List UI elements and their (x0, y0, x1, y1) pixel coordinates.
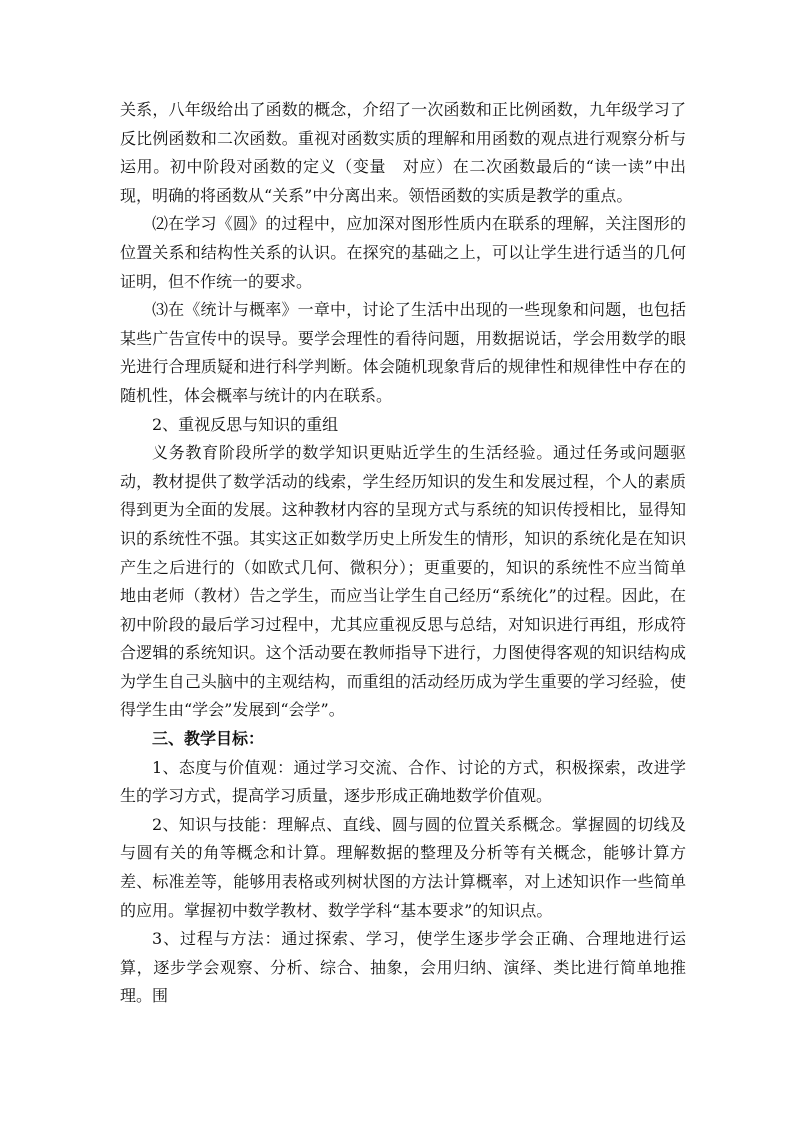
paragraph-functions-continued: 关系，八年级给出了函数的概念，介绍了一次函数和正比例函数，九年级学习了反比例函数和二次函数。重视对函数实质的理解和用函数的观点进行观察分析与运用。初中阶段对函数的定义（变量 对应）在二次函数最后的“读一读”中出现，明确的将函数从“关系”中分离出来。领悟函数的实质是教学的重点。 (120, 100, 686, 205)
paragraph-statistics-probability: ⑶在《统计与概率》一章中，讨论了生活中出现的一些现象和问题，也包括某些广告宣传中的误导。要学会理性的看待问题，用数据说话，学会用数学的眼光进行合理质疑和进行科学判断。体会随机现象背后的规律性和规律性中存在的随机性，体会概率与统计的内在联系。 (120, 300, 686, 405)
section-heading-teaching-goals: 三、教学目标： (152, 729, 265, 749)
paragraph-goal-process: 3、过程与方法：通过探索、学习，使学生逐步学会正确、合理地进行运算，逐步学会观察、分析、综合、抽象，会用归纳、演绎、类比进行简单地推理。围 (120, 929, 686, 1006)
paragraph-reflection: 义务教育阶段所学的数学知识更贴近学生的生活经验。通过任务或问题驱动，教材提供了数学活动的线索，学生经历知识的发生和发展过程，个人的素质得到更为全面的发展。这种教材内容的呈现方式与系统的知识传授相比，显得知识的系统性不强。其实这正如数学历史上所发生的情形，知识的系统化是在知识产生之后进行的（如欧式几何、微积分）；更重要的，知识的系统性不应当简单地由老师（教材）告之学生，而应当让学生自己经历“系统化”的过程。因此，在初中阶段的最后学习过程中，尤其应重视反思与总结，对知识进行再组，形成符合逻辑的系统知识。这个活动要在教师指导下进行，力图使得客观的知识结构成为学生自己头脑中的主观结构，而重组的活动经历成为学生重要的学习经验，使得学生由“学会”发展到“会学”。 (120, 443, 686, 720)
document-page (120, 96, 686, 1011)
paragraph-goal-attitude: 1、态度与价值观：通过学习交流、合作、讨论的方式，积极探索，改进学生的学习方式，提高学习质量，逐步形成正确地数学价值观。 (120, 757, 686, 806)
section-heading-reflection: 2、重视反思与知识的重组 (152, 414, 339, 434)
paragraph-circle: ⑵在学习《圆》的过程中，应加深对图形性质内在联系的理解，关注图形的位置关系和结构性关系的认识。在探究的基础之上，可以让学生进行适当的几何证明，但不作统一的要求。 (120, 214, 686, 291)
paragraph-goal-knowledge: 2、知识与技能：理解点、直线、圆与圆的位置关系概念。掌握圆的切线及与圆有关的角等概念和计算。理解数据的整理及分析等有关概念，能够计算方差、标准差等，能够用表格或列树状图的方法计算概率，对上述知识作一些简单的应用。掌握初中数学教材、数学学科“基本要求”的知识点。 (120, 814, 686, 920)
